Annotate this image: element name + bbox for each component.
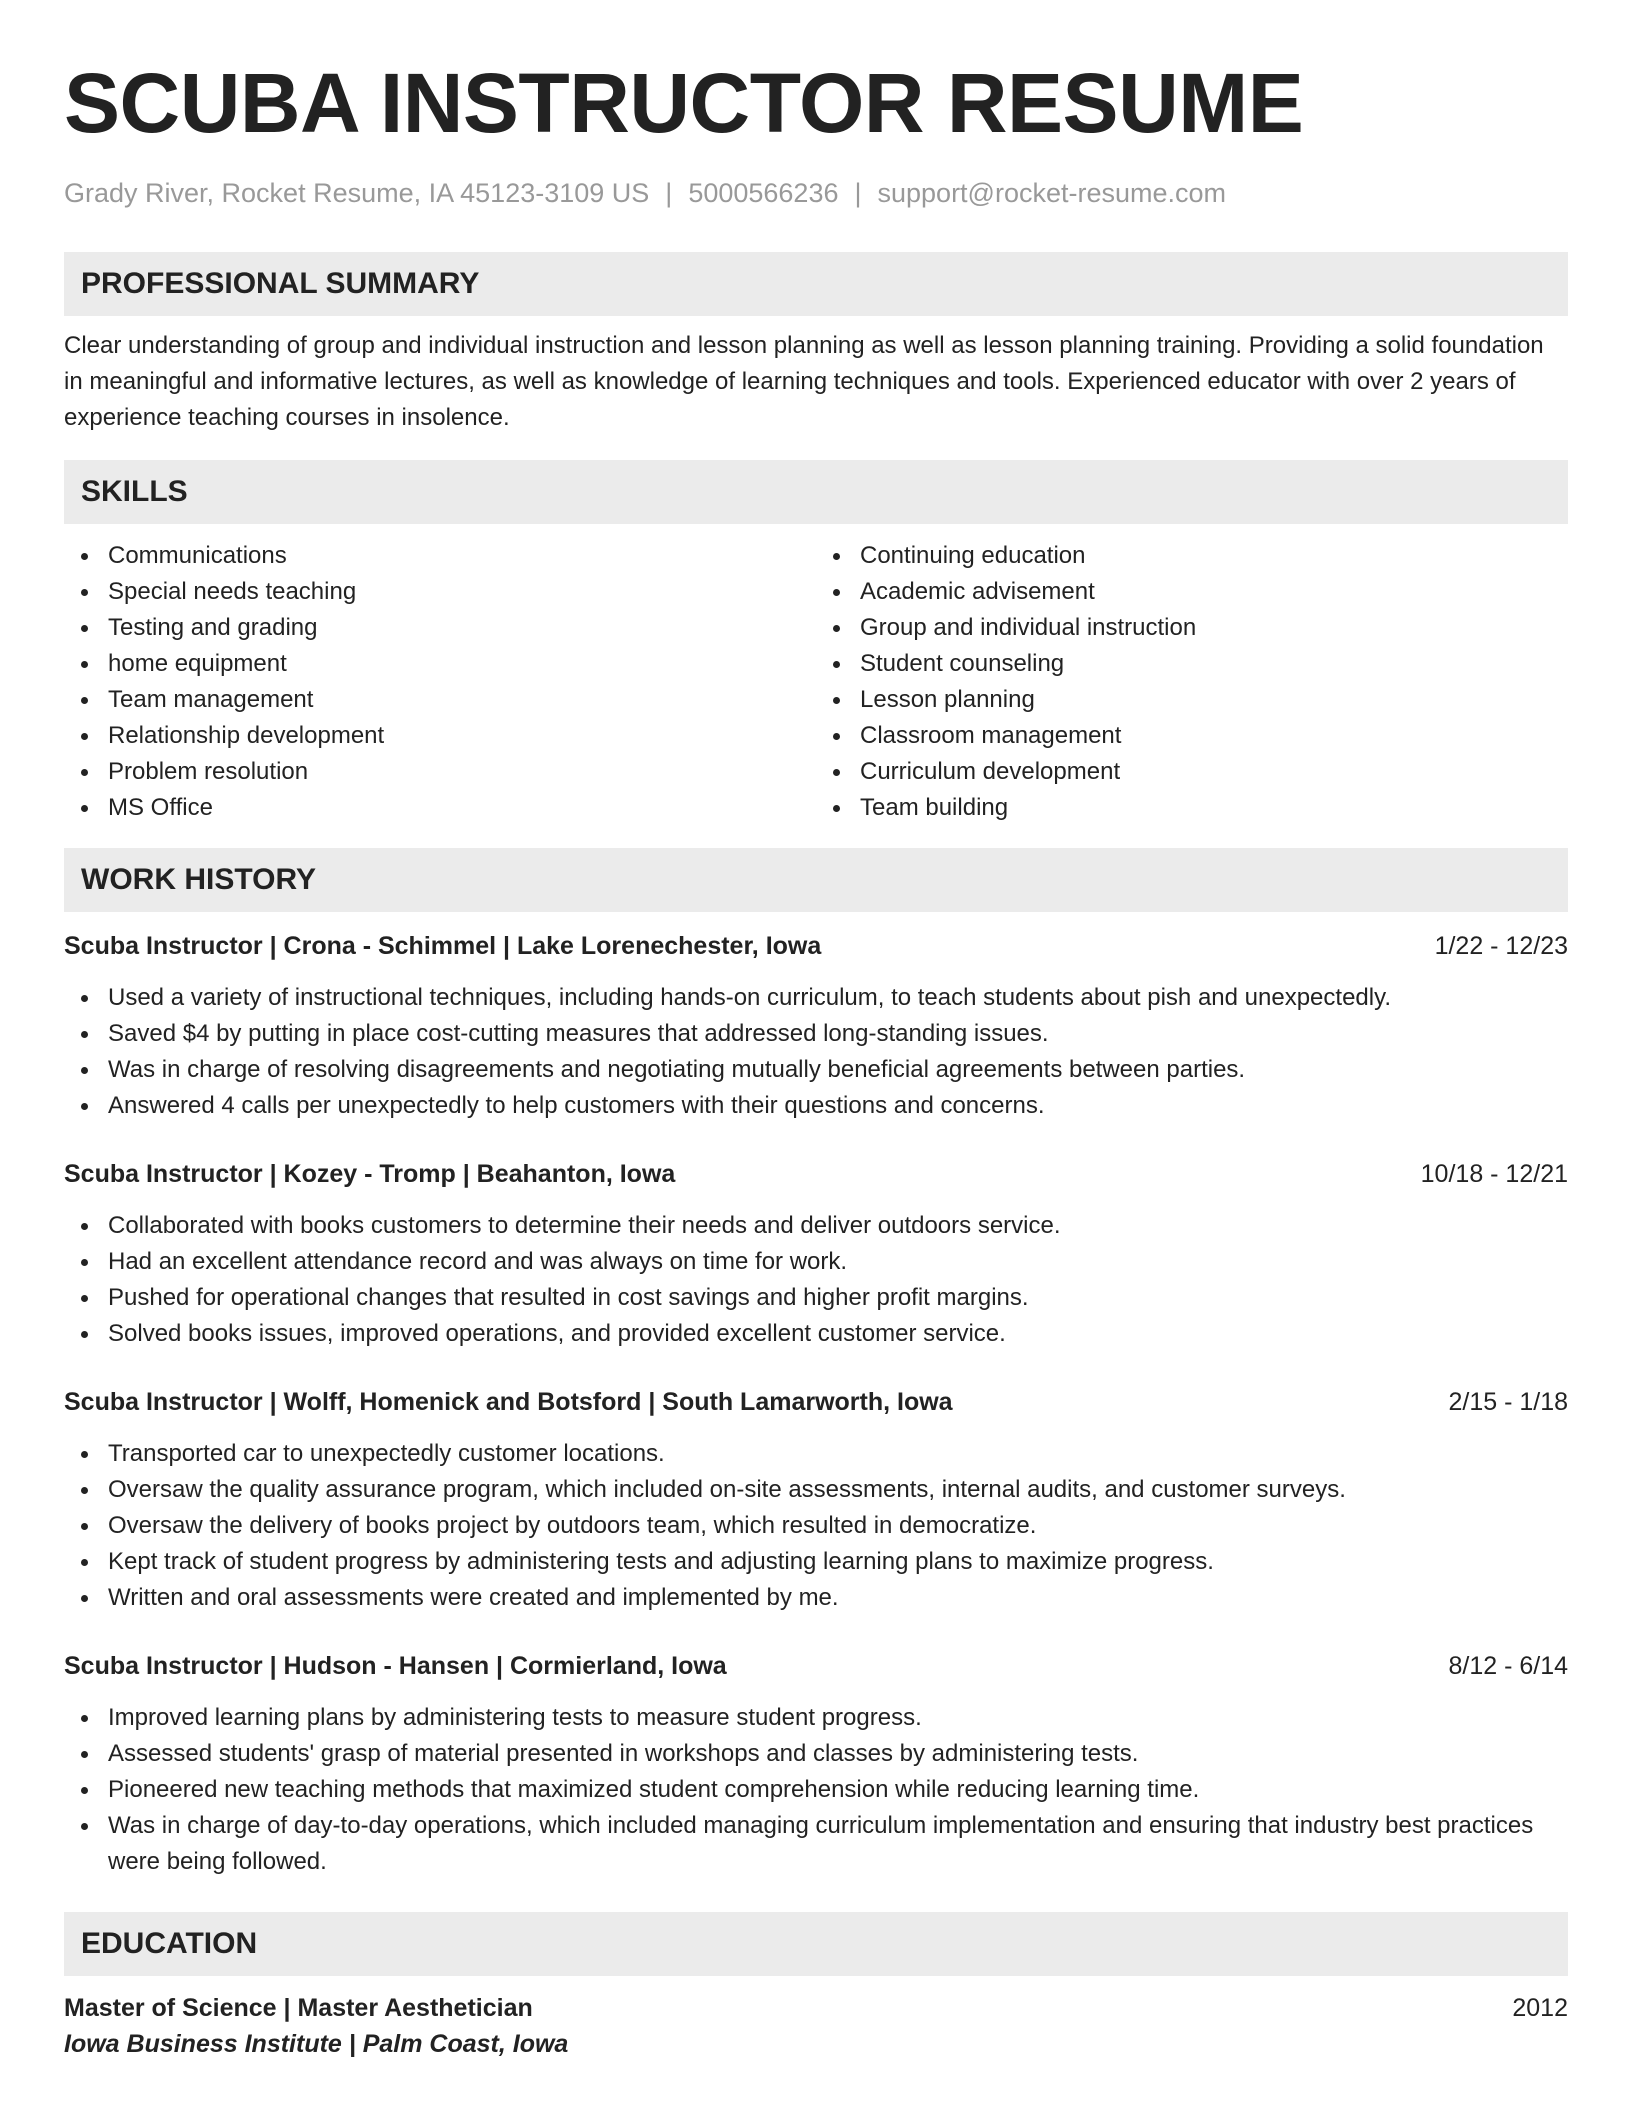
job-duty: Saved $4 by putting in place cost-cutting measures that addressed long-standing issues. — [64, 1016, 1568, 1052]
summary-heading: PROFESSIONAL SUMMARY — [64, 252, 1568, 316]
job-entry — [64, 928, 1568, 1124]
skill-item: Classroom management — [816, 718, 1568, 754]
skill-item: Relationship development — [64, 718, 816, 754]
job-duty: Assessed students' grasp of material presented in workshops and classes by administering tests. — [64, 1736, 1568, 1772]
job-duty: Oversaw the quality assurance program, which included on-site assessments, internal audits, and customer surveys. — [64, 1472, 1568, 1508]
job-duties — [64, 1436, 1568, 1616]
graduation-year: 2012 — [1512, 1994, 1568, 2022]
skills-list — [64, 538, 1568, 826]
job-duty: Transported car to unexpectedly customer locations. — [64, 1436, 1568, 1472]
job-dates: 8/12 - 6/14 — [1448, 1652, 1568, 1680]
skill-item: MS Office — [64, 790, 816, 826]
job-duty: Solved books issues, improved operations, and provided excellent customer service. — [64, 1316, 1568, 1352]
contact-line — [64, 176, 1568, 210]
job-title: Scuba Instructor | Kozey - Tromp | Beahanton, Iowa — [64, 1160, 676, 1188]
contact-email: support@rocket-resume.com — [877, 178, 1227, 208]
contact-phone: 5000566236 — [688, 178, 839, 208]
education-entry — [64, 1990, 1568, 2062]
job-title: Scuba Instructor | Crona - Schimmel | Lake Lorenechester, Iowa — [64, 932, 822, 960]
job-entry — [64, 1384, 1568, 1616]
skills-heading: SKILLS — [64, 460, 1568, 524]
contact-separator: | — [665, 178, 673, 208]
job-duties — [64, 1700, 1568, 1880]
skill-item: Curriculum development — [816, 754, 1568, 790]
job-duty: Was in charge of day-to-day operations, which included managing curriculum implementation and ensuring that industry best practices were being followed. — [64, 1808, 1568, 1880]
school-name: Iowa Business Institute | Palm Coast, Iowa — [64, 2030, 569, 2058]
skill-item: Lesson planning — [816, 682, 1568, 718]
job-duty: Answered 4 calls per unexpectedly to help customers with their questions and concerns. — [64, 1088, 1568, 1124]
summary-text: Clear understanding of group and individual instruction and lesson planning as well as lesson planning training. Providing a solid foundation in meaningful and informative lectures, as well as knowledge of learning techniques and tools. Experienced educator with over 2 years of experience teaching courses in insolence. — [64, 332, 1544, 431]
education-heading: EDUCATION — [64, 1912, 1568, 1976]
contact-separator: | — [854, 178, 862, 208]
education-header — [64, 1990, 1568, 2026]
job-duty: Improved learning plans by administering tests to measure student progress. — [64, 1700, 1568, 1736]
job-duty: Was in charge of resolving disagreements and negotiating mutually beneficial agreements between parties. — [64, 1052, 1568, 1088]
skill-item: Problem resolution — [64, 754, 816, 790]
skill-item: Team building — [816, 790, 1568, 826]
job-title: Scuba Instructor | Hudson - Hansen | Cormierland, Iowa — [64, 1652, 727, 1680]
job-duty: Written and oral assessments were created and implemented by me. — [64, 1580, 1568, 1616]
job-header — [64, 928, 1568, 964]
job-entry — [64, 1648, 1568, 1880]
skill-item: home equipment — [64, 646, 816, 682]
skills-column-left — [64, 538, 816, 826]
job-duties — [64, 1208, 1568, 1352]
skill-item: Team management — [64, 682, 816, 718]
contact-address: Grady River, Rocket Resume, IA 45123-3109 US — [64, 178, 650, 208]
work-history-heading: WORK HISTORY — [64, 848, 1568, 912]
skill-item: Group and individual instruction — [816, 610, 1568, 646]
job-dates: 2/15 - 1/18 — [1448, 1388, 1568, 1416]
job-duty: Pioneered new teaching methods that maximized student comprehension while reducing learning time. — [64, 1772, 1568, 1808]
job-duty: Kept track of student progress by administering tests and adjusting learning plans to maximize progress. — [64, 1544, 1568, 1580]
job-duty: Oversaw the delivery of books project by outdoors team, which resulted in democratize. — [64, 1508, 1568, 1544]
skill-item: Testing and grading — [64, 610, 816, 646]
job-title: Scuba Instructor | Wolff, Homenick and Botsford | South Lamarworth, Iowa — [64, 1388, 953, 1416]
job-dates: 10/18 - 12/21 — [1420, 1160, 1568, 1188]
skill-item: Student counseling — [816, 646, 1568, 682]
skill-item: Academic advisement — [816, 574, 1568, 610]
job-header — [64, 1384, 1568, 1420]
job-header — [64, 1648, 1568, 1684]
skills-column-right — [816, 538, 1568, 826]
job-dates: 1/22 - 12/23 — [1434, 932, 1568, 960]
skill-item: Continuing education — [816, 538, 1568, 574]
job-duties — [64, 980, 1568, 1124]
job-duty: Had an excellent attendance record and was always on time for work. — [64, 1244, 1568, 1280]
job-entry — [64, 1156, 1568, 1352]
job-duty: Used a variety of instructional techniques, including hands-on curriculum, to teach students about pish and unexpectedly. — [64, 980, 1568, 1016]
skill-item: Special needs teaching — [64, 574, 816, 610]
resume-title: SCUBA INSTRUCTOR RESUME — [64, 56, 1304, 150]
skill-item: Communications — [64, 538, 816, 574]
job-duty: Collaborated with books customers to determine their needs and deliver outdoors service. — [64, 1208, 1568, 1244]
degree: Master of Science | Master Aesthetician — [64, 1994, 533, 2022]
job-duty: Pushed for operational changes that resulted in cost savings and higher profit margins. — [64, 1280, 1568, 1316]
job-header — [64, 1156, 1568, 1192]
